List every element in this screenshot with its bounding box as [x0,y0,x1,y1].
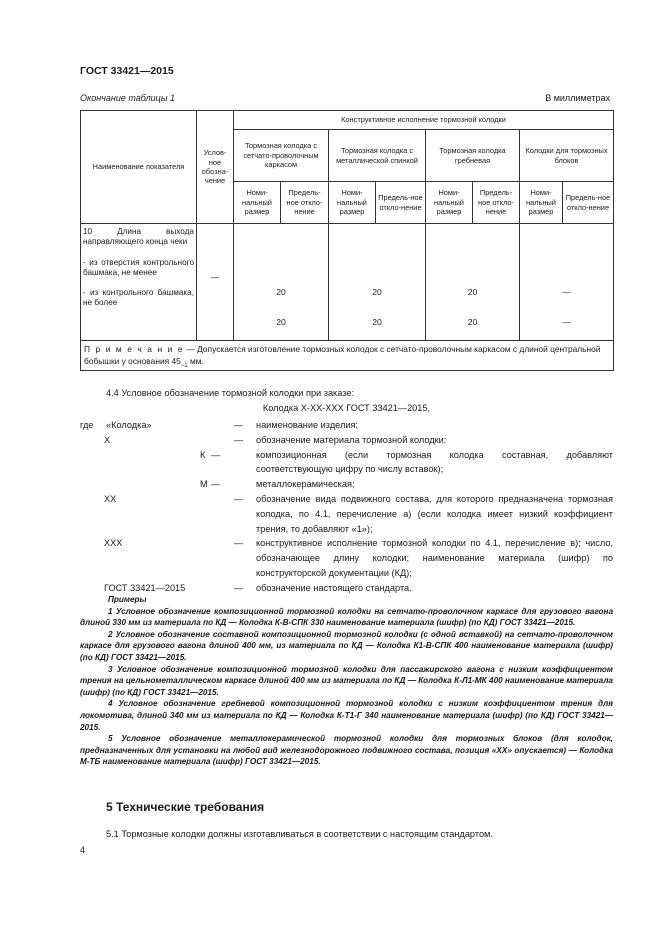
definition-text: композиционная (если тормозная колодка составная, добавляют соответствующую цифру по числу вставок); [256,449,613,475]
definition-dash: — [234,434,244,445]
sub-deviation: Предель-ное откло-нение [376,182,426,224]
definition-text: обозначение материала тормозной колодки: [256,434,447,445]
value-cell [520,224,614,341]
definition-term: ХХХ [104,538,123,549]
definition-row [80,418,613,433]
row-name-cell [81,224,197,341]
document-header: ГОСТ 33421—2015 [80,65,174,77]
definition-row [80,477,613,492]
value-item-2: — [562,317,571,327]
value-item-2: 20 [372,317,382,327]
note-subscript: −1 [180,362,188,369]
group-metal-back: Тормозная колодка с металлической спинкой [329,130,426,182]
table-units: В миллиметрах [545,93,610,103]
sub-nominal: Номи-нальный размер [426,182,473,224]
definition-row [80,433,613,448]
definition-text: наименование изделия; [256,420,359,430]
note-label: П р и м е ч а н и е [84,343,185,354]
definition-list [80,418,613,596]
where-label: где [80,420,94,430]
definition-text: металлокерамическая; [256,479,355,490]
group-mesh-frame: Тормозная колодка с сетчато-проволочным каркасом [234,130,329,182]
definition-sub-symbol: К [200,449,206,460]
row-item-2: - из контрольного башмака, не более [83,288,194,308]
definition-term: Х [104,434,111,445]
sub-deviation: Предель-ное откло-нение [473,182,520,224]
definition-text: обозначение вида подвижного состава, для которого предназначена тормозная колодка, по 4.1, перечисление а) (если колодка имеет низкий коэффициент трения, то добавляют «1»); [256,493,613,534]
row-item-1: - из отверстия контрольного башмака, не менее [83,257,194,277]
group-flanged: Тормозная колодка гребневая [426,130,520,182]
clause-4-4: 4.4 Условное обозначение тормозной колодки при заказе: [106,388,355,398]
definition-term: ХХ [104,493,117,504]
value-item-2: 20 [276,317,286,327]
definition-row [80,536,613,580]
example-item: 1 Условное обозначение композиционной тормозной колодки на сетчато-проволочном каркасе для грузового вагона длиной 330 мм из материала по КД — Колодка К-В-СПК 330 наименование материала (шифр) (по КД) ГОСТ 33421—2015. [80,606,613,628]
definition-row [80,492,613,536]
examples-title: Примеры [108,595,147,604]
definition-sub-symbol: М [200,479,208,490]
sub-nominal: Номи-нальный размер [234,182,281,224]
value-item-1: 20 [276,287,286,297]
examples-block [80,594,613,768]
section-title: 5 Технические требования [106,800,265,814]
col-header-symbol: Услов-ное обозна-чение [197,111,234,224]
example-item: 4 Условное обозначение гребневой композиционной тормозной колодки с низким коэффициентом трения для локомотива, длиной 340 мм из материала по КД — Колодка К-Т1-Г 340 наименование материала (шифр) (по КД) ГОСТ 33421—2015. [80,699,613,732]
definition-row [80,448,613,478]
value-item-2: 20 [467,317,478,327]
example-item: 5 Условное обозначение металлокерамической тормозной колодки для тормозных блоков (для колодок, предназначенных для установки на любой вид железнодорожного подвижного состава, позиция «ХХ» опускается) — Колодка М-ТБ наименование материала (шифр) ГОСТ 33421—2015. [80,734,613,767]
definition-term: ГОСТ 33421—2015 [104,582,186,593]
designation-formula: Колодка Х-ХХ-ХХХ ГОСТ 33421—2015, [262,403,431,413]
row-title: 10 Длина выхода направляющего конца чеки [83,227,194,247]
definition-dash: — [234,420,244,430]
group-header: Конструктивное исполнение тормозной колодки [234,111,614,130]
definition-dash: — [211,479,221,490]
page-number: 4 [80,845,86,855]
definition-term: «Колодка» [106,420,152,430]
value-cell [426,224,520,341]
note-end: мм. [187,355,204,366]
note-text: — Допускается изготовление тормозных колодок с сетчато-проволочным каркасом с длиной центральной бобышки у основания 45 [84,343,601,366]
value-item-1: 20 [467,287,478,297]
definition-text: конструктивное исполнение тормозной колодки по 4.1, перечисление в); число, обозначающее длину колодки; наименование материала (шифр) по конструкторской документации (КД); [256,538,613,578]
table-note [81,341,614,371]
sub-deviation: Предель-ное откло-нение [563,182,614,224]
definition-dash: — [211,449,221,460]
sub-nominal: Номи-нальный размер [329,182,376,224]
value-item-1: 20 [372,287,382,297]
example-item: 2 Условное обозначение составной композиционной тормозной колодки (с одной вставкой) на сетчато-проволочном каркасе для грузового вагона длиной 400 мм, из материала по КД — Колодка К1-В-СПК 400 наименование материала (шифр) (по КД) ГОСТ 33421—2015. [80,629,613,662]
table-caption: Окончание таблицы 1 [80,93,175,103]
symbol-cell [197,224,234,341]
definition-dash: — [234,538,244,549]
group-brake-blocks: Колодки для тормозных блоков [520,130,614,182]
sub-deviation: Предель-ное откло-нение [281,182,329,224]
definition-dash: — [234,493,244,504]
symbol-value: — [210,272,220,282]
value-cell [329,224,426,341]
col-header-name: Наименование показателя [81,111,197,224]
sub-nominal: Номи-нальный размер [520,182,563,224]
value-item-1: — [562,287,571,297]
value-cell [234,224,329,341]
definition-dash: — [234,582,244,593]
clause-5-1: 5.1 Тормозные колодки должны изготавливаться в соответствии с настоящим стандартом. [106,829,493,839]
definition-text: обозначение настоящего стандарта. [256,582,412,593]
example-item: 3 Условное обозначение композиционной тормозной колодки для пассажирского вагона с низким коэффициентом трения на цельнометаллическом каркасе длиной 400 мм из материала по КД — Колодка К-Л1-МК 400 наименование материала (шифр) (по КД) ГОСТ 33421—2015. [80,664,613,697]
specification-table [80,110,614,371]
